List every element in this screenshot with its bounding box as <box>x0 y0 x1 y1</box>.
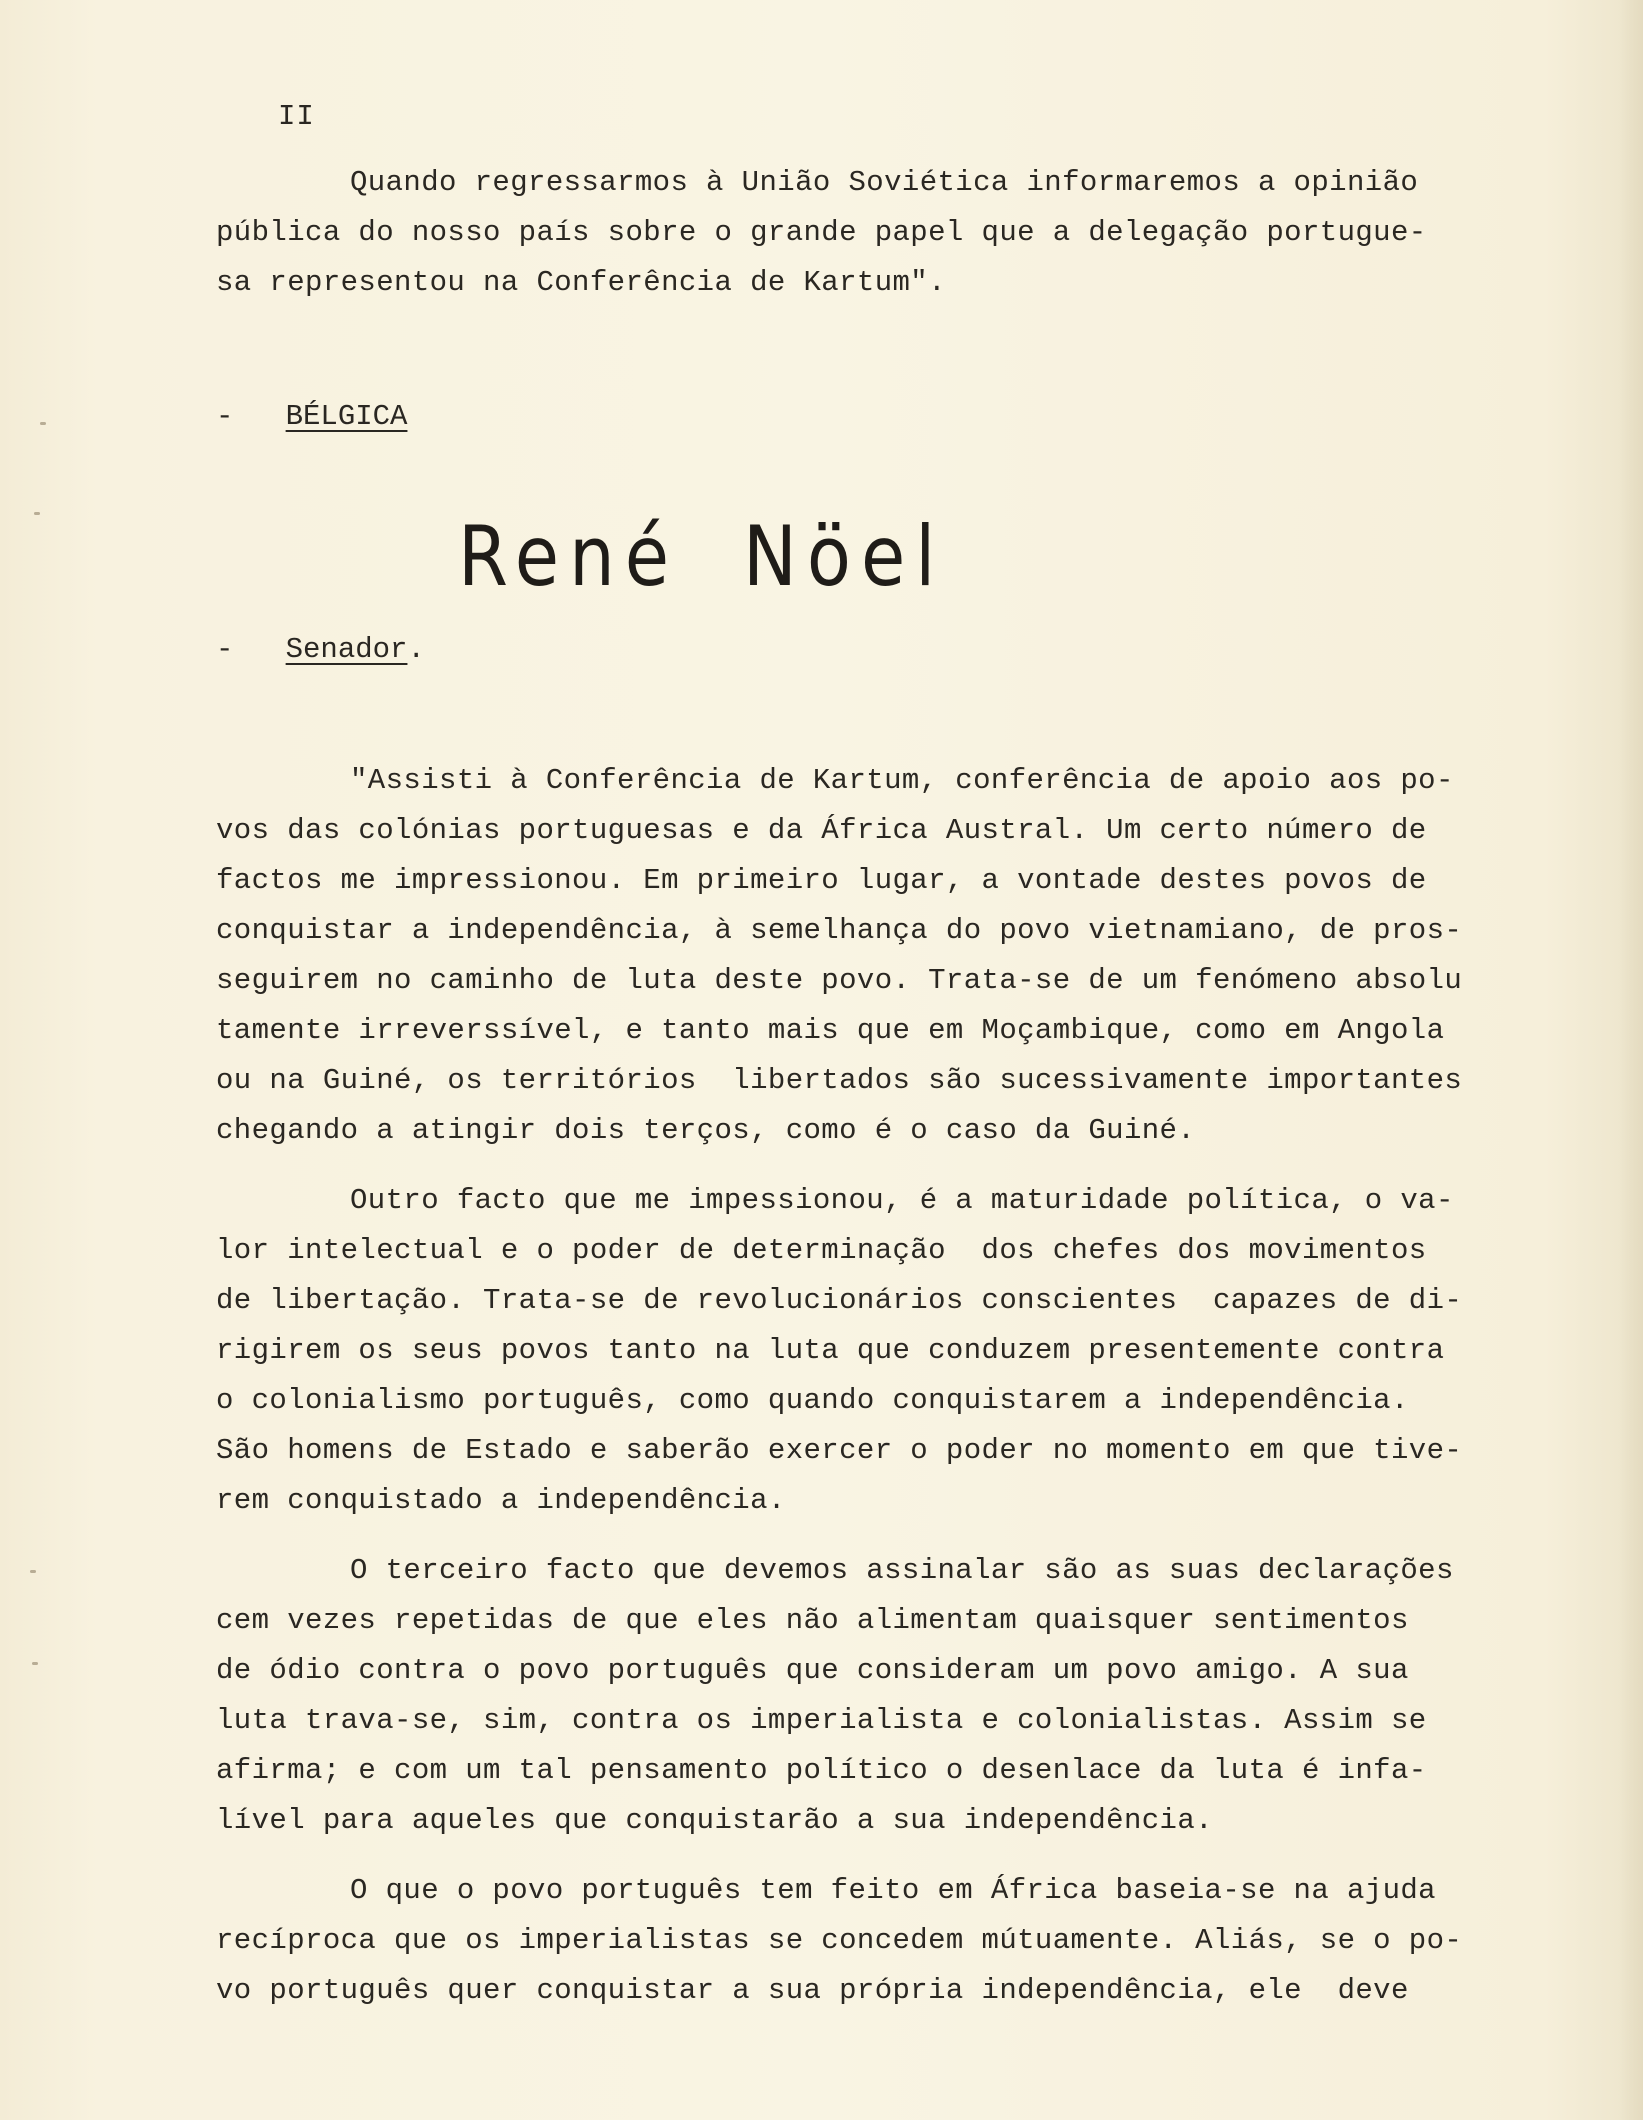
margin-mark <box>34 512 40 515</box>
paragraph-line: vo português quer conquistar a sua própria independência, ele deve <box>216 1974 1409 2007</box>
margin-mark <box>40 422 46 425</box>
paragraph-line: lível para aqueles que conquistarão a sua independência. <box>216 1804 1213 1837</box>
paragraph-line: rigirem os seus povos tanto na luta que conduzem presentemente contra <box>216 1334 1445 1367</box>
paragraph-line: rem conquistado a independência. <box>216 1484 786 1517</box>
paragraph-line: factos me impressionou. Em primeiro lugar, a vontade destes povos de <box>216 864 1427 897</box>
paragraph-line: afirma; e com um tal pensamento político o desenlace da luta é infa- <box>216 1754 1427 1787</box>
role-punct: . <box>407 633 425 666</box>
paragraph-line: recíproca que os imperialistas se concedem mútuamente. Aliás, se o po- <box>216 1924 1463 1957</box>
text-line: Quando regressarmos à União Soviética informaremos a opinião <box>350 166 1419 199</box>
paper-edge-shadow <box>1619 0 1643 2120</box>
paragraph-line: "Assisti à Conferência de Kartum, conferência de apoio aos po- <box>350 764 1454 797</box>
paragraph-line: luta trava-se, sim, contra os imperialista e colonialistas. Assim se <box>216 1704 1427 1737</box>
first-name: René <box>458 508 680 605</box>
paragraph-line: lor intelectual e o poder de determinação dos chefes dos movimentos <box>216 1234 1427 1267</box>
country-name: BÉLGICA <box>285 400 408 433</box>
text-line: sa representou na Conferência de Kartum". <box>216 266 946 299</box>
paragraph-line: Outro facto que me impessionou, é a maturidade política, o va- <box>350 1184 1454 1217</box>
paragraph-line: seguirem no caminho de luta deste povo. Trata-se de um fenómeno absolu <box>216 964 1463 997</box>
section-heading <box>216 400 407 433</box>
paragraph-line: de libertação. Trata-se de revolucionários conscientes capazes de di- <box>216 1284 1463 1317</box>
page-number: II <box>278 100 315 133</box>
paragraph-line: de ódio contra o povo português que consideram um povo amigo. A sua <box>216 1654 1409 1687</box>
last-name: Nöel <box>743 508 946 605</box>
margin-mark <box>32 1662 38 1665</box>
paragraph-line: São homens de Estado e saberão exercer o poder no momento em que tive- <box>216 1434 1463 1467</box>
text-line: pública do nosso país sobre o grande papel que a delegação portugue- <box>216 216 1427 249</box>
role-title: Senador <box>285 633 408 666</box>
heading-dash: - <box>216 400 234 433</box>
margin-mark <box>30 1570 36 1573</box>
paragraph-line: conquistar a independência, à semelhança do povo vietnamiano, de pros- <box>216 914 1463 947</box>
paragraph-line: O terceiro facto que devemos assinalar são as suas declarações <box>350 1554 1454 1587</box>
role-dash: - <box>216 633 234 666</box>
role-heading <box>216 633 425 666</box>
paragraph-line: o colonialismo português, como quando conquistarem a independência. <box>216 1384 1409 1417</box>
paragraph-line: chegando a atingir dois terços, como é o caso da Guiné. <box>216 1114 1196 1147</box>
person-name-stamp <box>458 508 945 605</box>
paragraph-line: tamente irreverssível, e tanto mais que em Moçambique, como em Angola <box>216 1014 1445 1047</box>
paragraph-line: ou na Guiné, os territórios libertados são sucessivamente importantes <box>216 1064 1463 1097</box>
paragraph-line: cem vezes repetidas de que eles não alimentam quaisquer sentimentos <box>216 1604 1409 1637</box>
paragraph-line: vos das colónias portuguesas e da África Austral. Um certo número de <box>216 814 1427 847</box>
paragraph-line: O que o povo português tem feito em África baseia-se na ajuda <box>350 1874 1436 1907</box>
